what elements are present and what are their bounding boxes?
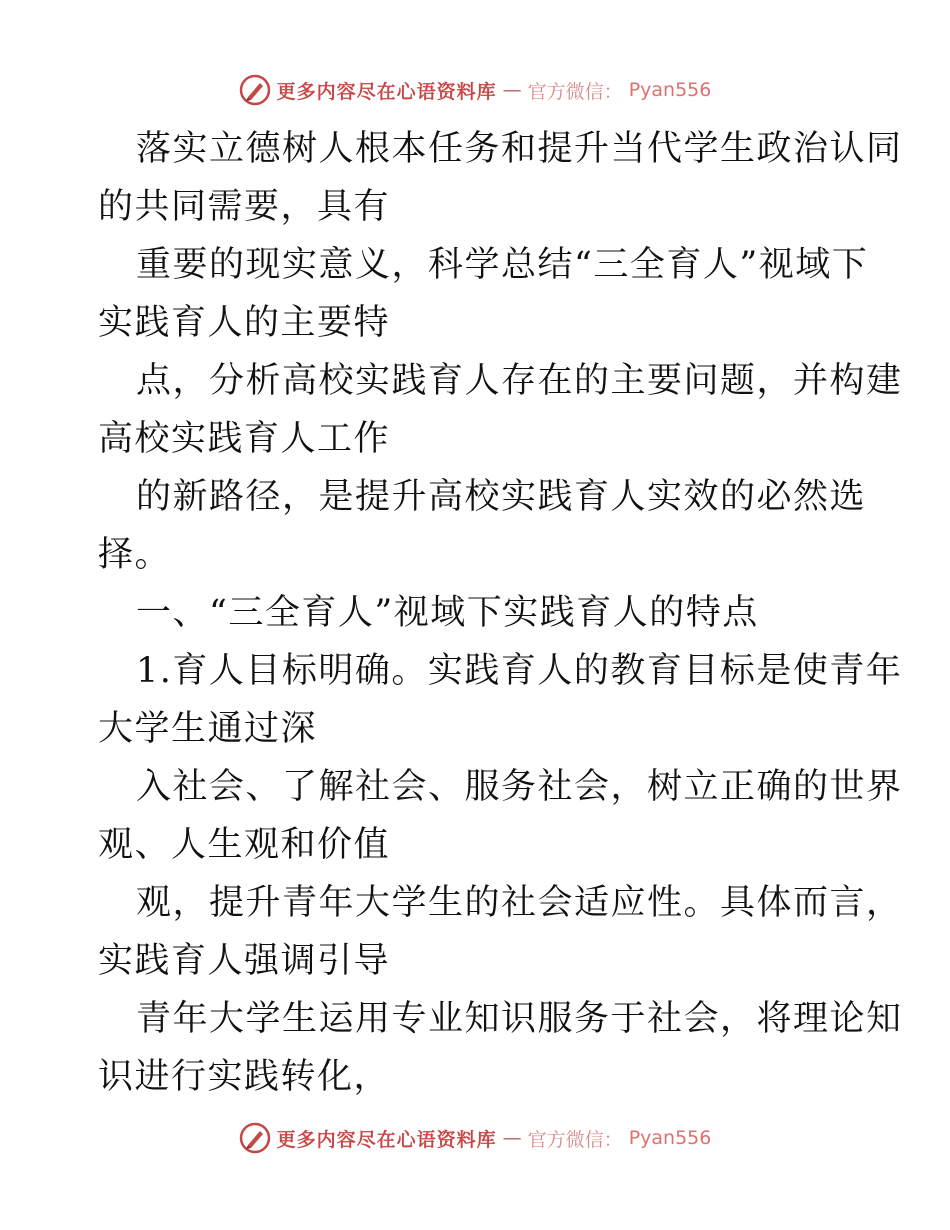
watermark-brand: 更多内容尽在心语资料库 [276,1128,497,1151]
text-line: 点，分析高校实践育人存在的主要问题，并构建 [136,361,903,401]
text-line: 青年大学生运用专业知识服务于社会，将理论知 [136,999,903,1039]
document-body [98,120,903,1106]
watermark-brand: 更多内容尽在心语资料库 [276,80,497,103]
header-watermark [0,70,950,110]
text-line: 的新路径，是提升高校实践育人实效的必然选 [136,477,867,517]
pen-logo-icon [239,74,271,106]
text-line: 落实立德树人根本任务和提升当代学生政治认同 [136,129,903,169]
section-heading: 一、“三全育人”视域下实践育人的特点 [136,593,759,633]
watermark-dash: — [502,1127,522,1149]
text-line: 观，提升青年大学生的社会适应性。具体而言， [136,883,903,923]
text-line: 高校实践育人工作 [98,419,391,459]
pen-logo-icon [239,1122,271,1154]
watermark-dash: — [502,79,522,101]
text-line: 入社会、了解社会、服务社会，树立正确的世界 [136,767,903,807]
watermark-wechat-label: 官方微信： [527,80,623,103]
text-line: 实践育人强调引导 [98,941,391,981]
watermark-wechat-id: Pyan556 [628,1127,712,1149]
text-line: 识进行实践转化， [98,1057,391,1097]
watermark-wechat-label: 官方微信： [527,1128,623,1151]
text-line: 1.育人目标明确。实践育人的教育目标是使青年 [136,651,903,691]
text-line: 实践育人的主要特 [98,303,391,343]
text-line: 的共同需要，具有 [98,187,391,227]
text-line: 观、人生观和价值 [98,825,391,865]
text-line: 大学生通过深 [98,709,318,749]
footer-watermark [0,1118,950,1158]
text-line: 重要的现实意义，科学总结“三全育人”视域下 [136,245,869,285]
watermark-wechat-id: Pyan556 [628,79,712,101]
text-line: 择。 [98,535,172,575]
